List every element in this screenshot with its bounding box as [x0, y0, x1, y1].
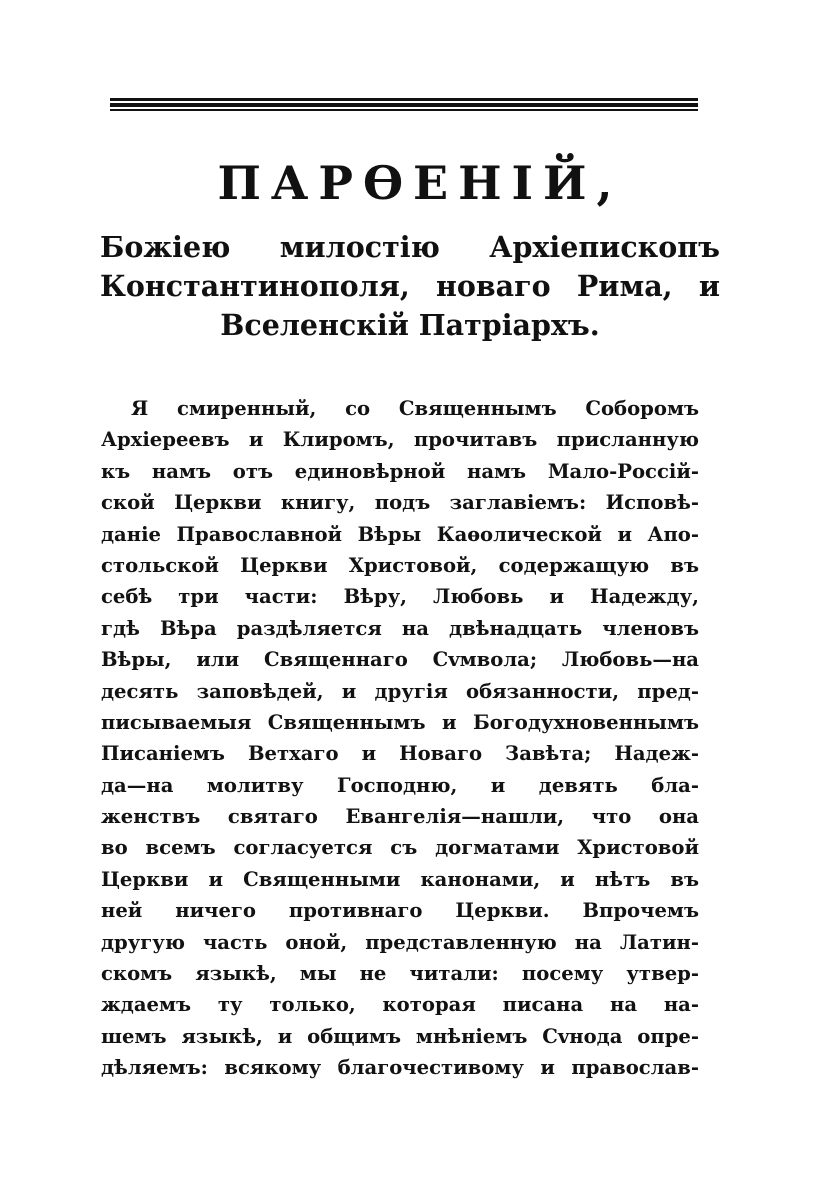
body-line: Вѣры, или Священнаго Сvмвола; Любовь—на	[101, 648, 699, 672]
body-line: даніе Православной Вѣры Каѳолической и Апо-	[101, 522, 699, 546]
document-subtitle	[100, 228, 720, 345]
body-line: къ намъ отъ единовѣрной намъ Мало-Россій-	[101, 459, 699, 483]
document-title: ПАРѲЕНІЙ,	[217, 156, 623, 210]
body-line: Писаніемъ Ветхаго и Новаго Завѣта; Надеж-	[101, 742, 699, 766]
body-line: во всемъ согласуется съ догматами Христовой	[101, 836, 699, 860]
body-line: ней ничего противнаго Церкви. Впрочемъ	[101, 899, 699, 923]
body-line: ждаемъ ту только, которая писана на на-	[101, 993, 699, 1017]
body-paragraph	[101, 393, 699, 1084]
body-line: шемъ языкѣ, и общимъ мнѣніемъ Сvнода опре-	[101, 1024, 699, 1048]
body-line: писываемыя Священнымъ и Богодухновеннымъ	[101, 710, 699, 734]
body-line: ской Церкви книгу, подъ заглавіемъ: Исповѣ-	[101, 491, 699, 515]
decorative-rule	[110, 94, 698, 114]
body-line: женствъ святаго Евангелія—нашли, что она	[101, 805, 699, 829]
subtitle-line: Вселенскій Патріархъ.	[220, 308, 600, 342]
body-line: стольской Церкви Христовой, содержащую въ	[101, 553, 699, 577]
body-line: скомъ языкѣ, мы не читали: посему утвер-	[101, 962, 699, 986]
body-line: Архіереевъ и Клиромъ, прочитавъ присланную	[101, 428, 699, 452]
body-line: десять заповѣдей, и другія обязанности, пред-	[101, 679, 699, 703]
body-line: гдѣ Вѣра раздѣляется на двѣнадцать членовъ	[101, 616, 699, 640]
body-line: дѣляемъ: всякому благочестивому и православ-	[101, 1056, 699, 1080]
body-line: да—на молитву Господню, и девять бла-	[101, 773, 699, 797]
body-line: Церкви и Священными канонами, и нѣтъ въ	[101, 867, 699, 891]
subtitle-line: Божіею милостію Архіепископъ	[100, 230, 720, 264]
subtitle-line: Константинополя, новаго Рима, и	[100, 269, 720, 303]
body-line: Я смиренный, со Священнымъ Соборомъ	[131, 397, 699, 420]
body-line: другую часть оной, представленную на Латин-	[101, 930, 699, 954]
body-line: себѣ три части: Вѣру, Любовь и Надежду,	[101, 585, 699, 609]
